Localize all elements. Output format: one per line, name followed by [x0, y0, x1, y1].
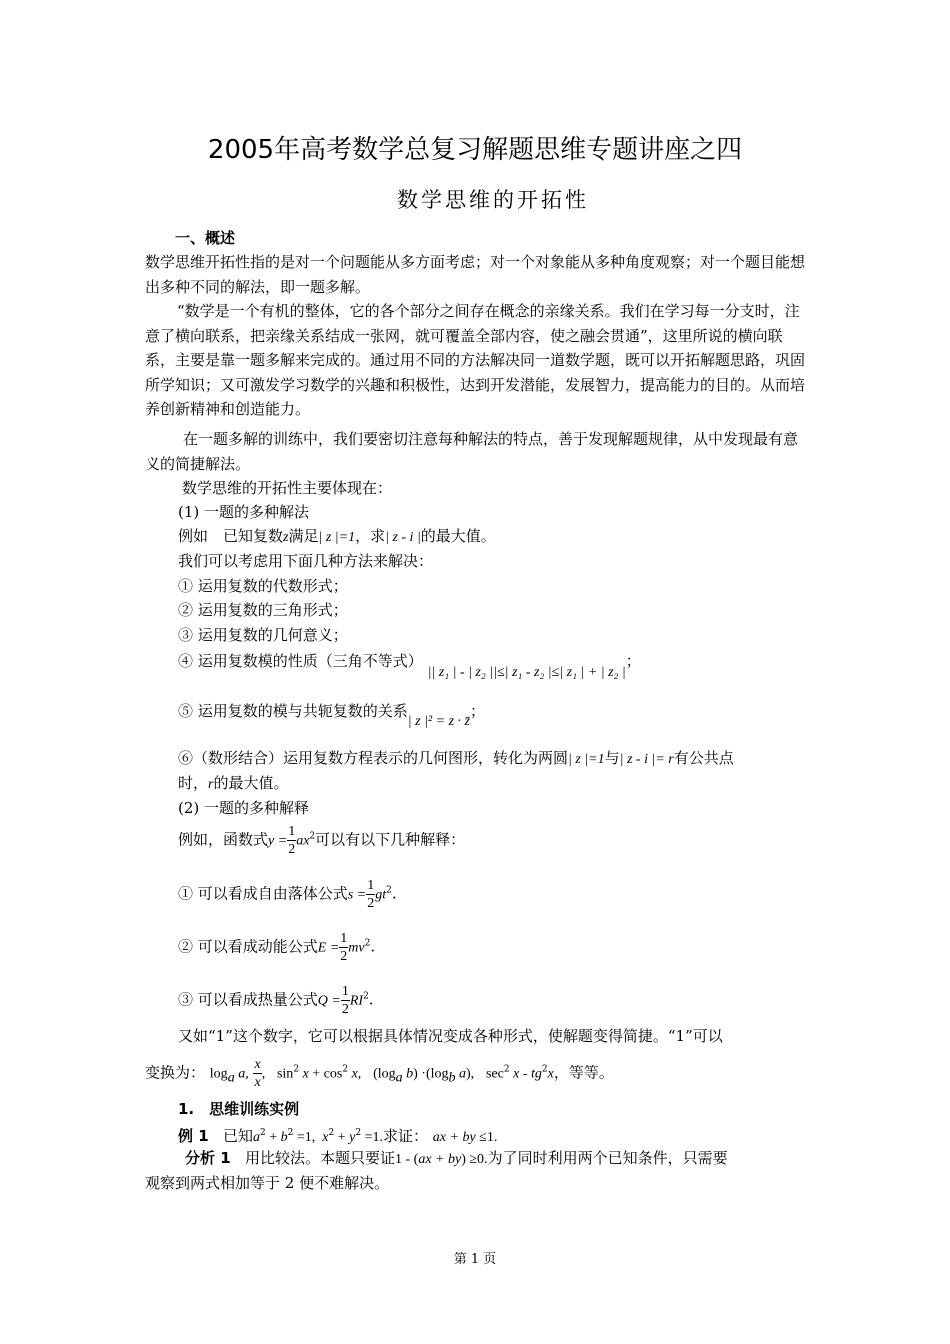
- page-footer: 第 1 页: [453, 1252, 497, 1267]
- example1-line: 例如 已知复数z满足| z |=1，求| z - i |的最大值。: [178, 527, 496, 545]
- example-1: 例 1 已知$a^2 + b^2 =1$, $x^2 + y^2 =1$.求证： ax + by ≤1.: [178, 1127, 498, 1145]
- method-3: ③ 运用复数的几何意义；: [178, 626, 348, 644]
- interpretation-1: ① 可以看成自由落体公式s = $\frac{1}{2}$ $gt^2$.: [178, 878, 397, 911]
- number-one-line-2: 变换为： $\log_a a$, $\frac{x}{x}$ , $\sin^2 x + \cos^2 x$, ($\log_a$ $b) \cdot(\log_b$ a), $\sec^2 x - tg^2x$，等等。: [145, 1057, 614, 1090]
- paragraph-4: 数学思维的开拓性主要体现在：: [182, 479, 393, 497]
- analysis-1-line-1: 分析 1 用比较法。本题只要证1 - (ax + by) ≥0.为了同时利用两个已知条件，只需要: [185, 1149, 728, 1167]
- interpretation-2: ② 可以看成动能公式E = $\frac{1}{2}$ $mv^2$.: [178, 931, 376, 964]
- number-one-line-1: 又如“1”这个数字，它可以根据具体情况变成各种形式，使解题变得简捷。“1”可以: [178, 1027, 723, 1045]
- section-heading-practice: 1. 思维训练实例: [178, 1100, 300, 1118]
- item1-heading: (1) 一题的多种解法: [178, 503, 310, 521]
- page-title: 2005年高考数学总复习解题思维专题讲座之四: [207, 135, 743, 165]
- item2-heading: (2) 一题的多种解释: [178, 799, 310, 817]
- method-5: ⑤ 运用复数的模与共轭复数的关系| z |² = z · z̄；: [178, 702, 485, 729]
- example2-line: 例如，函数式y = $\frac{1}{2}$ $ax^2$可以有以下几种解释：: [178, 824, 466, 857]
- paragraph-2: “数学是一个有机的整体，它的各个部分之间存在概念的亲缘关系。我们在学习每一分支时，注意了横向联系，把亲缘关系结成一张网，就可覆盖全部内容，使之融会贯通”，这里所说的横向联系，主要是靠一题多解来完成的。通过用不同的方法解决同一道数学题，既可以开拓解题思路，巩固所学知识；又可激发学习数学的兴趣和积极性，达到开发潜能，发展智力，提高能力的目的。从而培养创新精神和创造能力。: [145, 302, 806, 418]
- method-2: ② 运用复数的三角形式；: [178, 601, 348, 619]
- page-subtitle: 数学思维的开拓性: [397, 188, 589, 212]
- paragraph-1: 数学思维开拓性指的是对一个问题能从多方面考虑；对一个对象能从多种角度观察；对一个题目能想出多种不同的解法，即一题多解。: [145, 253, 806, 296]
- method-1: ① 运用复数的代数形式；: [178, 577, 348, 595]
- methods-intro: 我们可以考虑用下面几种方法来解决：: [178, 552, 434, 570]
- analysis-1-line-2: 观察到两式相加等于 2 便不难解决。: [145, 1174, 390, 1192]
- method-4: ④ 运用复数模的性质（三角不等式） || z₁ | - | z₂ ||≤| z₁ - z₂ |≤| z₁ | + | z₂ |；: [178, 652, 641, 680]
- section-heading-overview: 一、概述: [175, 229, 236, 247]
- modulus-conjugate-formula: | z |² = z · z̄: [407, 714, 470, 729]
- interpretation-3: ③ 可以看成热量公式Q = $\frac{1}{2}$ $RI^2$.: [178, 984, 374, 1017]
- triangle-inequality-formula: || z₁ | - | z₂ ||≤| z₁ - z₂ |≤| z₁ | + | z₂ |: [427, 665, 626, 680]
- method-6-line-1: ⑥（数形结合）运用复数方程表示的几何图形，转化为两圆| z |=1与| z - i |= r有公共点: [178, 749, 734, 767]
- method-6-line-2: 时，r的最大值。: [178, 774, 289, 792]
- paragraph-3: 在一题多解的训练中，我们要密切注意每种解法的特点，善于发现解题规律，从中发现最有意义的简捷解法。: [145, 430, 799, 473]
